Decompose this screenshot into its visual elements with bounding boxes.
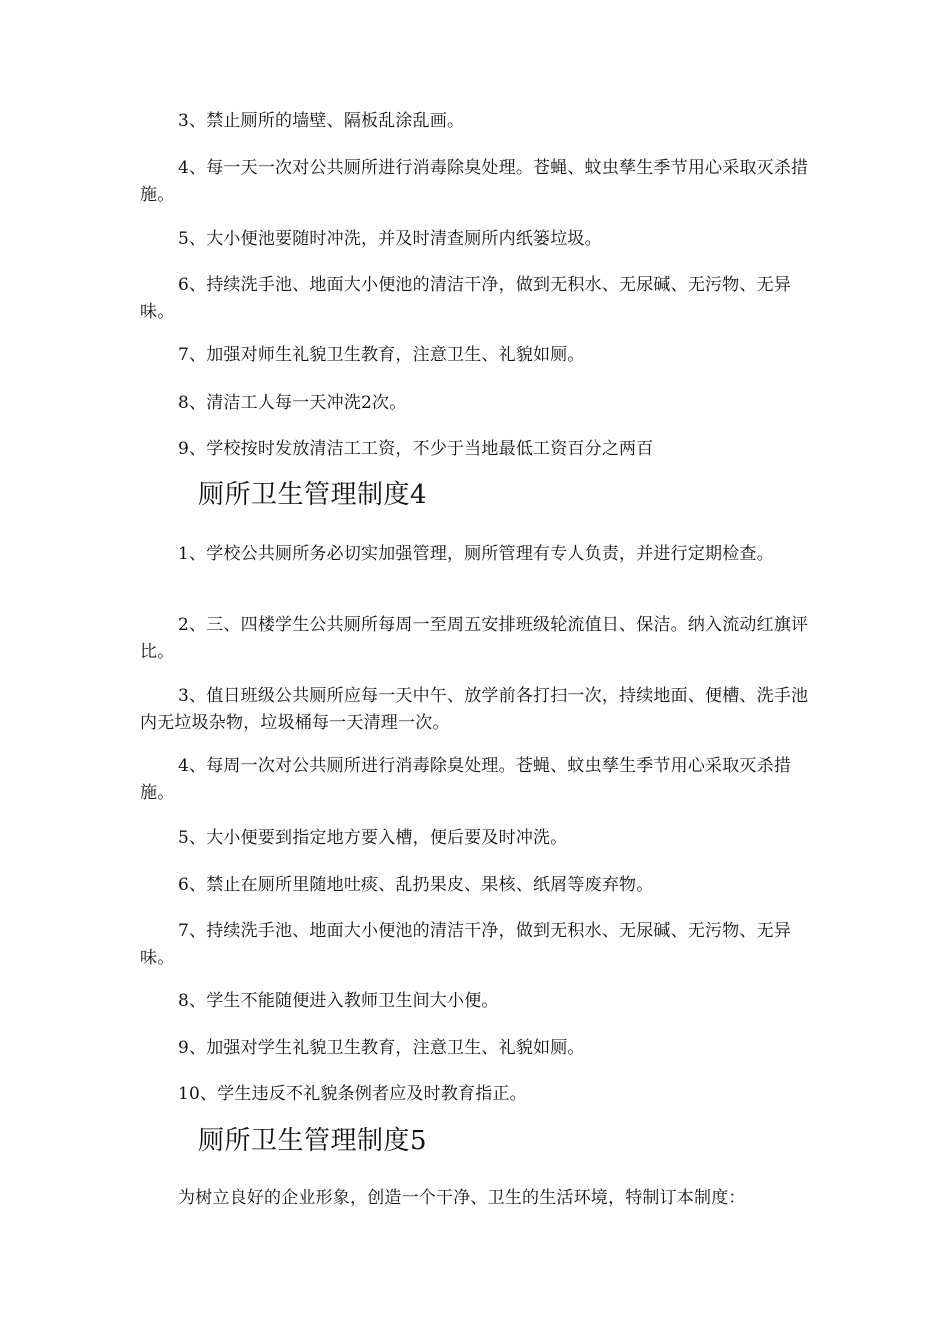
s5-intro: 为树立良好的企业形象，创造一个干净、卫生的生活环境，特制订本制度： (178, 1188, 746, 1208)
s4-item-5: 5、大小便要到指定地方要入槽，便后要及时冲洗。 (178, 828, 568, 848)
section5-heading: 厕所卫生管理制度5 (198, 1126, 428, 1156)
s3-item-4: 4、每一天一次对公共厕所进行消毒除臭处理。苍蝇、蚊虫孳生季节用心采取灭杀措施。 (140, 158, 809, 205)
s4-item-10: 10、学生违反不礼貌条例者应及时教育指正。 (178, 1084, 527, 1104)
s3-item-7: 7、加强对师生礼貌卫生教育，注意卫生、礼貌如厕。 (178, 345, 585, 365)
s4-item-9: 9、加强对学生礼貌卫生教育，注意卫生、礼貌如厕。 (178, 1038, 585, 1058)
s3-item-9: 9、学校按时发放清洁工工资，不少于当地最低工资百分之两百 (178, 439, 654, 459)
s4-item-6: 6、禁止在厕所里随地吐痰、乱扔果皮、果核、纸屑等废弃物。 (178, 875, 654, 895)
s4-item-4: 4、每周一次对公共厕所进行消毒除臭处理。苍蝇、蚊虫孳生季节用心采取灭杀措施。 (140, 756, 792, 803)
section4-heading: 厕所卫生管理制度4 (198, 480, 428, 510)
s4-item-2: 2、三、四楼学生公共厕所每周一至周五安排班级轮流值日、保洁。纳入流动红旗评比。 (140, 615, 809, 662)
s4-item-1: 1、学校公共厕所务必切实加强管理，厕所管理有专人负责，并进行定期检查。 (178, 544, 774, 564)
s3-item-3: 3、禁止厕所的墙壁、隔板乱涂乱画。 (178, 111, 465, 131)
s4-item-8: 8、学生不能随便进入教师卫生间大小便。 (178, 991, 499, 1011)
s4-item-7: 7、持续洗手池、地面大小便池的清洁干净，做到无积水、无尿碱、无污物、无异味。 (140, 921, 792, 968)
s3-item-6: 6、持续洗手池、地面大小便池的清洁干净，做到无积水、无尿碱、无污物、无异味。 (140, 275, 792, 322)
s3-item-5: 5、大小便池要随时冲洗，并及时清查厕所内纸篓垃圾。 (178, 229, 602, 249)
s3-item-8: 8、清洁工人每一天冲洗2次。 (178, 393, 407, 413)
s4-item-3: 3、值日班级公共厕所应每一天中午、放学前各打扫一次，持续地面、便槽、洗手池内无垃圾杂物，垃圾桶每一天清理一次。 (140, 686, 809, 733)
